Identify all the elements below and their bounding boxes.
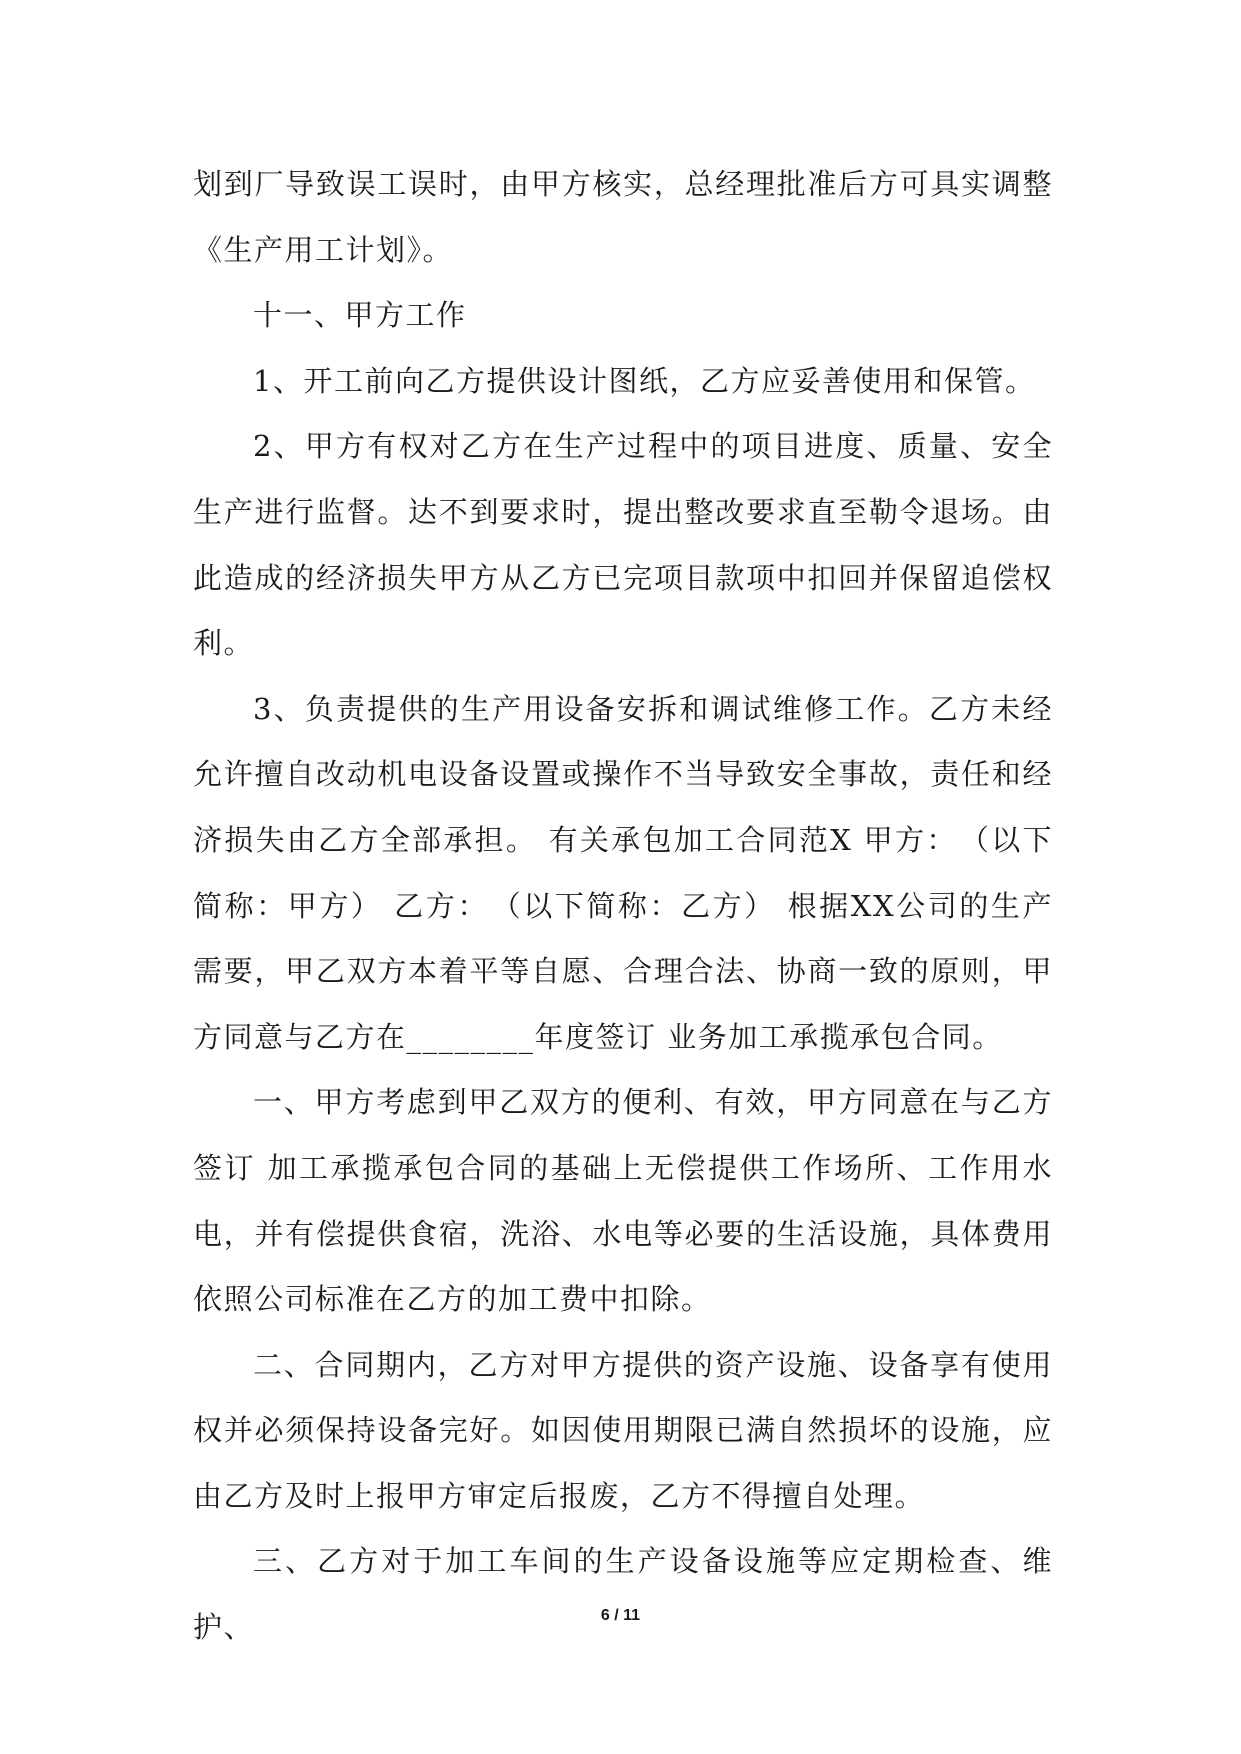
paragraph-1: 划到厂导致误工误时，由甲方核实，总经理批准后方可具实调整《生产用工计划》。 bbox=[193, 167, 1053, 267]
paragraph-item-3: 3、负责提供的生产用设备安拆和调试维修工作。乙方未经允许擅自改动机电设备设置或操作不当导致安全事故，责任和经济损失由乙方全部承担。 有关承包加工合同范X 甲方： （以下简称：甲方） 乙方： （以下简称：乙方） 根据XX公司的生产需要，甲乙双方本着平等自愿、合理合法、协商一致的原则，甲方同意与乙方在________年度签订 业务加工承揽承包合同。 bbox=[193, 691, 1053, 1054]
page-number: 6 / 11 bbox=[600, 1607, 641, 1624]
section-heading-11: 十一、甲方工作 bbox=[253, 298, 467, 333]
paragraph-item-2: 2、甲方有权对乙方在生产过程中的项目进度、质量、安全生产进行监督。达不到要求时，提出整改要求直至勒令退场。由此造成的经济损失甲方从乙方已完项目款项中扣回并保留追偿权利。 bbox=[193, 429, 1053, 661]
clause-1: 一、甲方考虑到甲乙双方的便利、有效，甲方同意在与乙方签订 加工承揽承包合同的基础上无偿提供工作场所、工作用水电，并有偿提供食宿，洗浴、水电等必要的生活设施，具体费用依照公司标准在乙方的加工费中扣除。 bbox=[193, 1085, 1053, 1317]
paragraph-item-1: 1、开工前向乙方提供设计图纸，乙方应妥善使用和保管。 bbox=[253, 363, 1036, 398]
document-body bbox=[193, 152, 1053, 1661]
clause-3: 三、乙方对于加工车间的生产设备设施等应定期检查、维护、 bbox=[193, 1544, 1053, 1645]
clause-2: 二、合同期内，乙方对甲方提供的资产设施、设备享有使用权并必须保持设备完好。如因使用期限已满自然损坏的设施，应由乙方及时上报甲方审定后报废，乙方不得擅自处理。 bbox=[193, 1347, 1053, 1513]
